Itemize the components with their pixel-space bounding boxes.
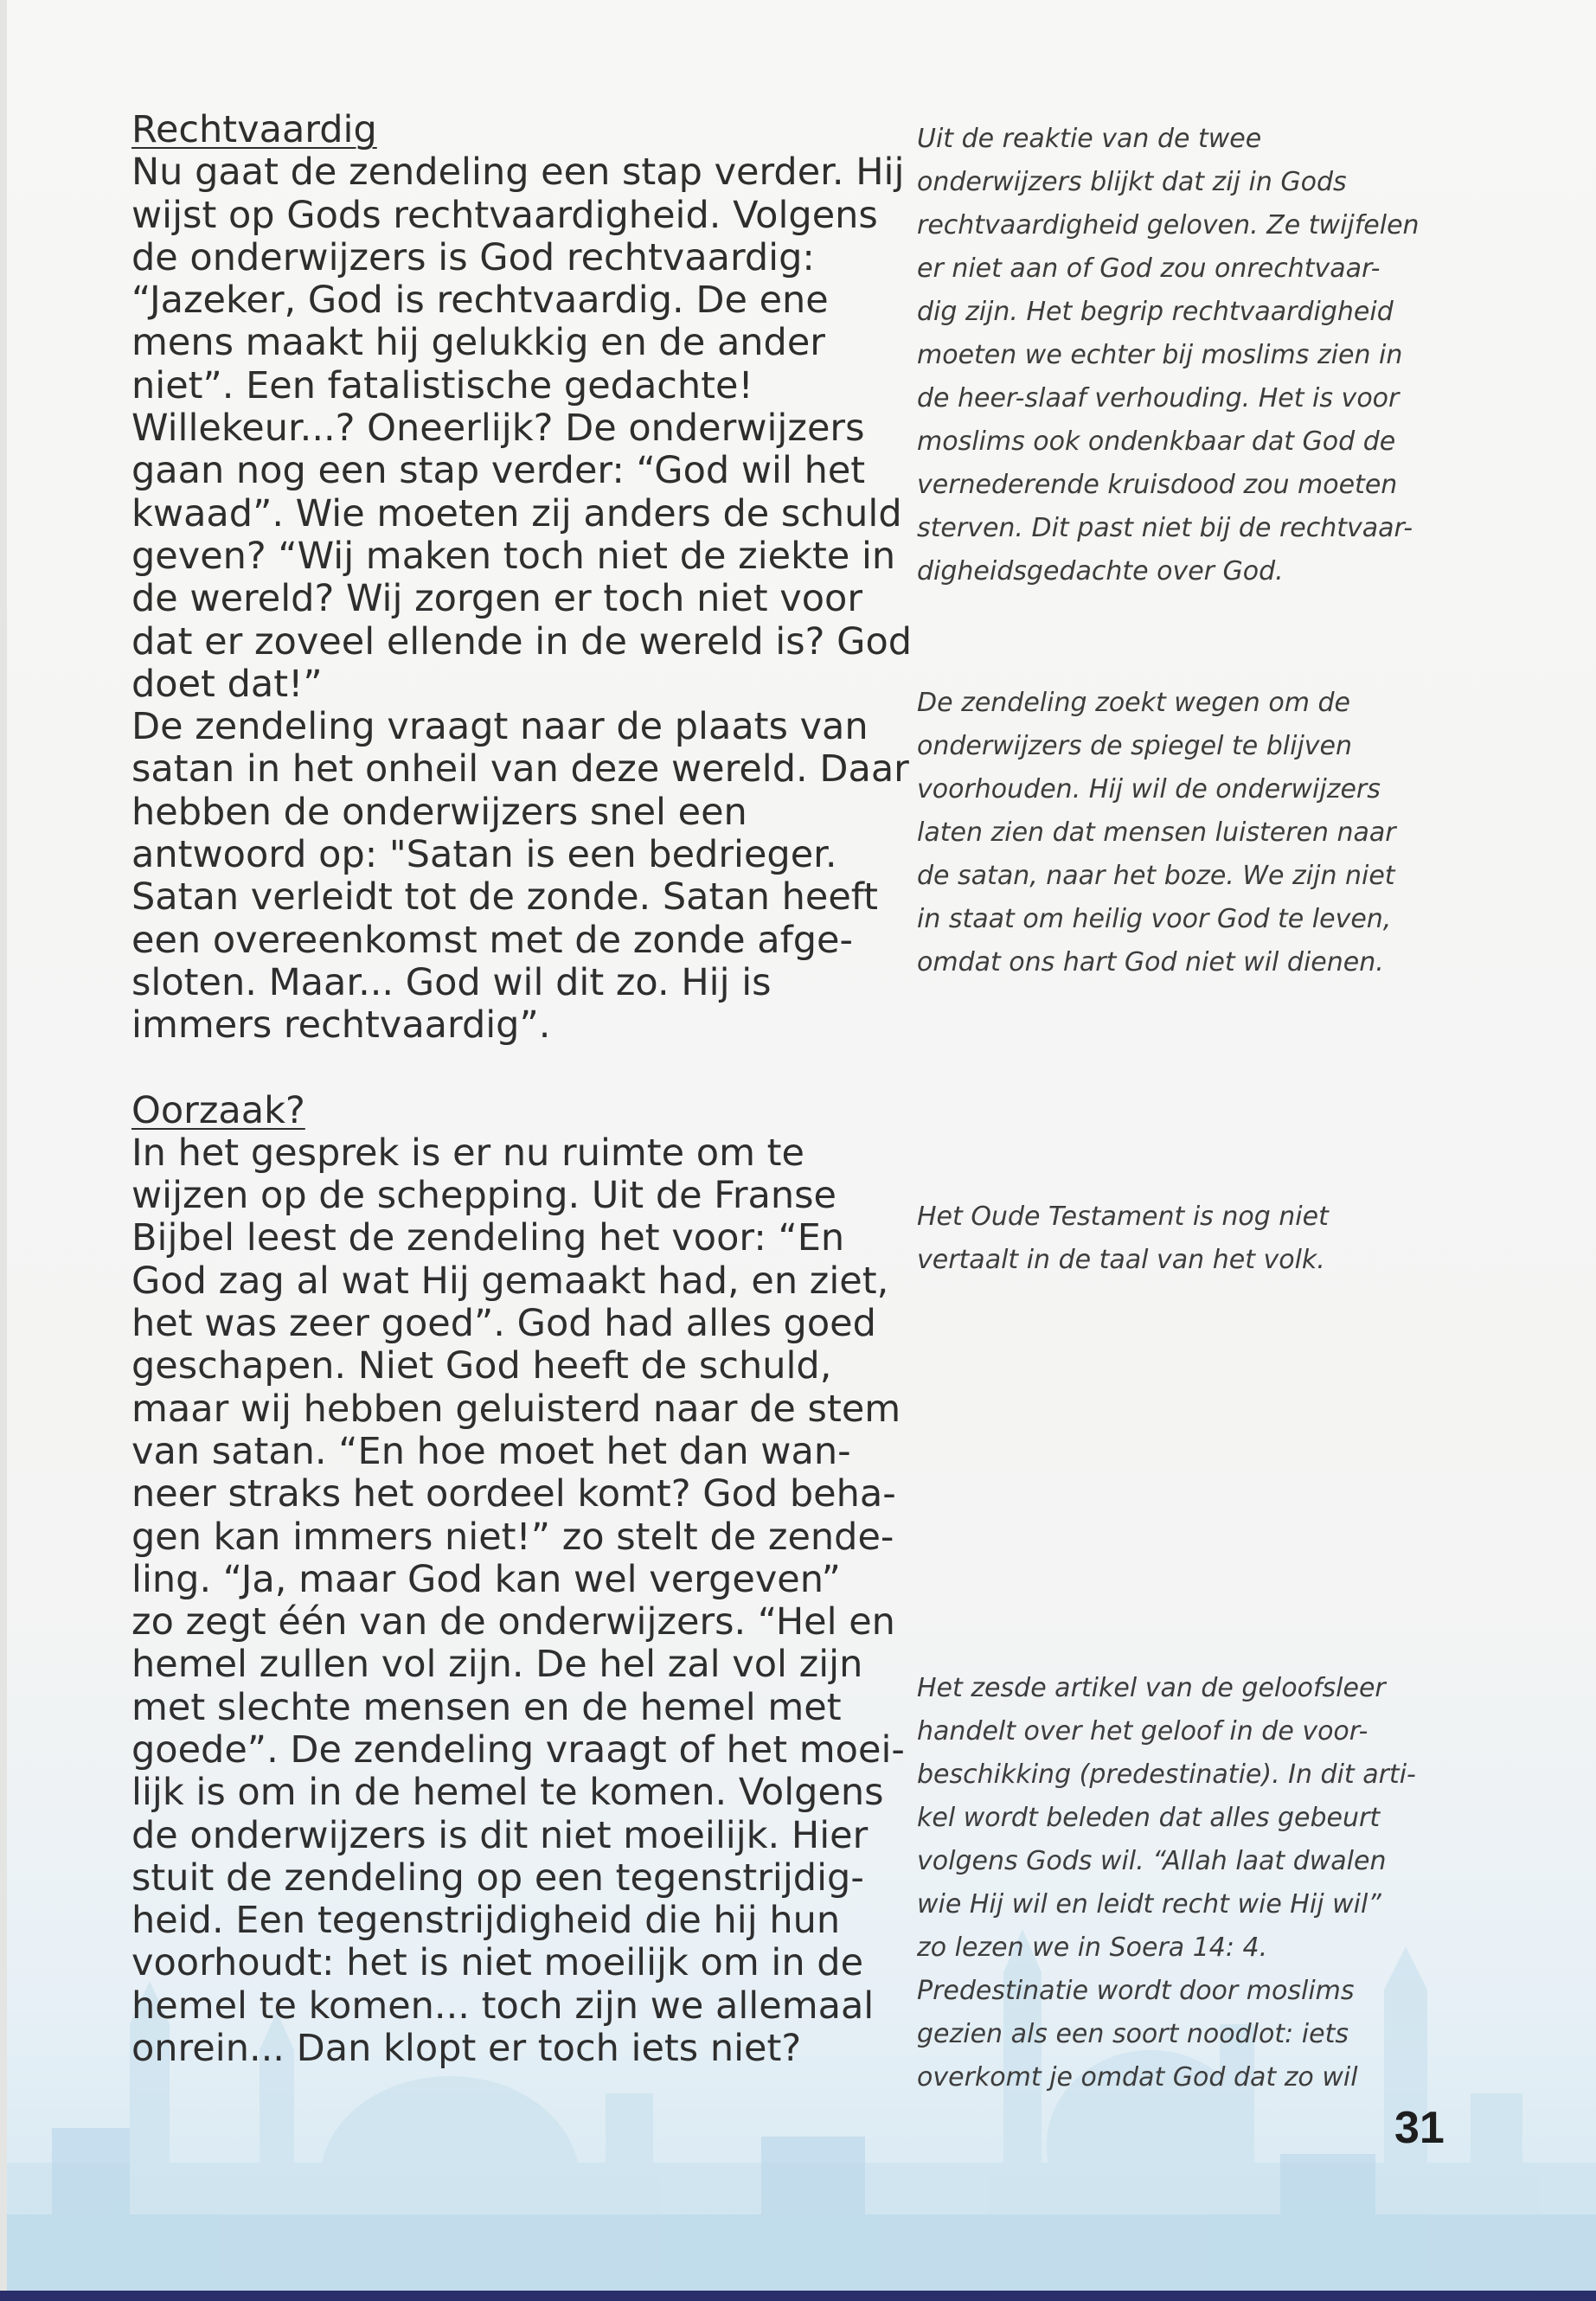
body-line: Nu gaat de zendeling een stap verder. Hij xyxy=(131,151,905,195)
sidebar-note-mirror xyxy=(917,682,1471,984)
bottom-border-strip xyxy=(0,2291,1596,2301)
body-line: gaan nog een stap verder: “God wil het xyxy=(131,449,866,493)
note-line: overkomt je omdat God dat zo wil xyxy=(917,2062,1358,2093)
body-line: “Jazeker, God is rechtvaardig. De ene xyxy=(131,279,829,323)
note-line: Het Oude Testament is nog niet xyxy=(917,1202,1329,1232)
paragraph-gap xyxy=(131,1048,854,1090)
body-line: gen kan immers niet!” zo stelt de zende- xyxy=(131,1515,894,1559)
note-line: omdat ons hart God niet wil dienen. xyxy=(917,947,1384,977)
body-line: Willekeur...? Oneerlijk? De onderwijzers xyxy=(131,407,865,451)
body-line: heid. Een tegenstrijdigheid die hij hun xyxy=(131,1899,841,1943)
body-line: hebben de onderwijzers snel een xyxy=(131,790,747,834)
body-line: Bijbel leest de zendeling het voor: “En xyxy=(131,1216,845,1260)
note-line: gezien als een soort noodlot: iets xyxy=(917,2019,1349,2049)
note-line: digheidsgedachte over God. xyxy=(917,556,1284,586)
body-line: kwaad”. Wie moeten zij anders de schuld xyxy=(131,491,902,535)
sidebar-note-predestination xyxy=(917,1667,1471,2099)
note-line: moslims ook ondenkbaar dat God de xyxy=(917,426,1396,457)
note-line: Uit de reaktie van de twee xyxy=(917,124,1262,154)
note-line: beschikking (predestinatie). In dit arti- xyxy=(917,1759,1416,1790)
sidebar-note-old-testament xyxy=(917,1195,1471,1282)
body-line: sloten. Maar... God wil dit zo. Hij is xyxy=(131,960,772,1004)
body-line: goede”. De zendeling vraagt of het moei- xyxy=(131,1727,905,1772)
body-line: van satan. “En hoe moet het dan wan- xyxy=(131,1429,851,1473)
note-line: de heer-slaaf verhouding. Het is voor xyxy=(917,383,1400,413)
note-line: voorhouden. Hij wil de onderwijzers xyxy=(917,774,1381,804)
body-line: maar wij hebben geluisterd naar de stem xyxy=(131,1387,901,1431)
body-line: hemel te komen... toch zijn we allemaal xyxy=(131,1984,875,2028)
body-line: wijzen op de schepping. Uit de Franse xyxy=(131,1174,836,1218)
body-line: lijk is om in de hemel te komen. Volgens xyxy=(131,1771,884,1815)
body-line: stuit de zendeling op een tegenstrijdig- xyxy=(131,1856,864,1900)
note-line: zo lezen we in Soera 14: 4. xyxy=(917,1932,1268,1963)
note-line: kel wordt beleden dat alles gebeurt xyxy=(917,1803,1381,1833)
note-line: Het zesde artikel van de geloofsleer xyxy=(917,1673,1386,1703)
body-line: niet”. Een fatalistische gedachte! xyxy=(131,363,753,407)
page-number: 31 xyxy=(1394,2103,1445,2153)
body-line: doet dat!” xyxy=(131,662,323,706)
body-line: wijst op Gods rechtvaardigheid. Volgens xyxy=(131,193,878,237)
note-line: de satan, naar het boze. We zijn niet xyxy=(917,861,1395,891)
note-line: vernederende kruisdood zou moeten xyxy=(917,470,1398,500)
body-line: zo zegt één van de onderwijzers. “Hel en xyxy=(131,1600,895,1644)
body-line: de onderwijzers is God rechtvaardig: xyxy=(131,235,815,279)
body-line: antwoord op: "Satan is een bedrieger. xyxy=(131,833,837,877)
page-left-edge xyxy=(0,0,7,2301)
note-line: onderwijzers blijkt dat zij in Gods xyxy=(917,167,1347,197)
body-line: geven? “Wij maken toch niet de ziekte in xyxy=(131,534,896,578)
note-line: er niet aan of God zou onrechtvaar- xyxy=(917,253,1381,284)
note-line: dig zijn. Het begrip rechtvaardigheid xyxy=(917,297,1394,327)
note-line: De zendeling zoekt wegen om de xyxy=(917,688,1350,718)
body-line: de wereld? Wij zorgen er toch niet voor xyxy=(131,577,863,621)
body-line: voorhoudt: het is niet moeilijk om in de xyxy=(131,1941,864,1985)
body-line: satan in het onheil van deze wereld. Daar xyxy=(131,747,909,792)
note-line: moeten we echter bij moslims zien in xyxy=(917,340,1403,370)
body-line: God zag al wat Hij gemaakt had, en ziet, xyxy=(131,1259,889,1303)
body-line: een overeenkomst met de zonde afge- xyxy=(131,918,854,962)
note-line: in staat om heilig voor God te leven, xyxy=(917,904,1392,934)
body-line: mens maakt hij gelukkig en de ander xyxy=(131,321,825,365)
body-line: hemel zullen vol zijn. De hel zal vol zijn xyxy=(131,1643,863,1687)
body-line: Satan verleidt tot de zonde. Satan heeft xyxy=(131,875,879,920)
note-line: handelt over het geloof in de voor- xyxy=(917,1716,1368,1747)
body-line: de onderwijzers is dit niet moeilijk. Hier xyxy=(131,1813,869,1857)
note-line: Predestinatie wordt door moslims xyxy=(917,1976,1355,2006)
main-column xyxy=(131,108,913,2071)
body-line: neer straks het oordeel komt? God beha- xyxy=(131,1472,896,1516)
note-line: volgens Gods wil. “Allah laat dwalen xyxy=(917,1846,1387,1876)
note-line: vertaalt in de taal van het volk. xyxy=(917,1245,1325,1275)
body-line: geschapen. Niet God heeft de schuld, xyxy=(131,1344,832,1388)
note-line: sterven. Dit past niet bij de rechtvaar- xyxy=(917,513,1413,543)
body-line: onrein... Dan klopt er toch iets niet? xyxy=(131,2027,802,2071)
section-heading-rechtvaardig: Rechtvaardig xyxy=(131,108,377,151)
body-line: In het gesprek is er nu ruimte om te xyxy=(131,1131,804,1175)
note-line: onderwijzers de spiegel te blijven xyxy=(917,731,1353,761)
note-line: rechtvaardigheid geloven. Ze twijfelen xyxy=(917,210,1420,240)
body-line: De zendeling vraagt naar de plaats van xyxy=(131,705,869,749)
sidebar-note-justice xyxy=(917,118,1471,593)
note-line: wie Hij wil en leidt recht wie Hij wil” xyxy=(917,1889,1381,1920)
section-heading-oorzaak: Oorzaak? xyxy=(131,1088,305,1132)
body-line: dat er zoveel ellende in de wereld is? God xyxy=(131,619,913,663)
body-line: met slechte mensen en de hemel met xyxy=(131,1685,842,1729)
body-line: immers rechtvaardig”. xyxy=(131,1003,551,1048)
body-line: het was zeer goed”. God had alles goed xyxy=(131,1302,876,1346)
note-line: laten zien dat mensen luisteren naar xyxy=(917,817,1396,848)
body-line: ling. “Ja, maar God kan wel vergeven” xyxy=(131,1557,841,1601)
